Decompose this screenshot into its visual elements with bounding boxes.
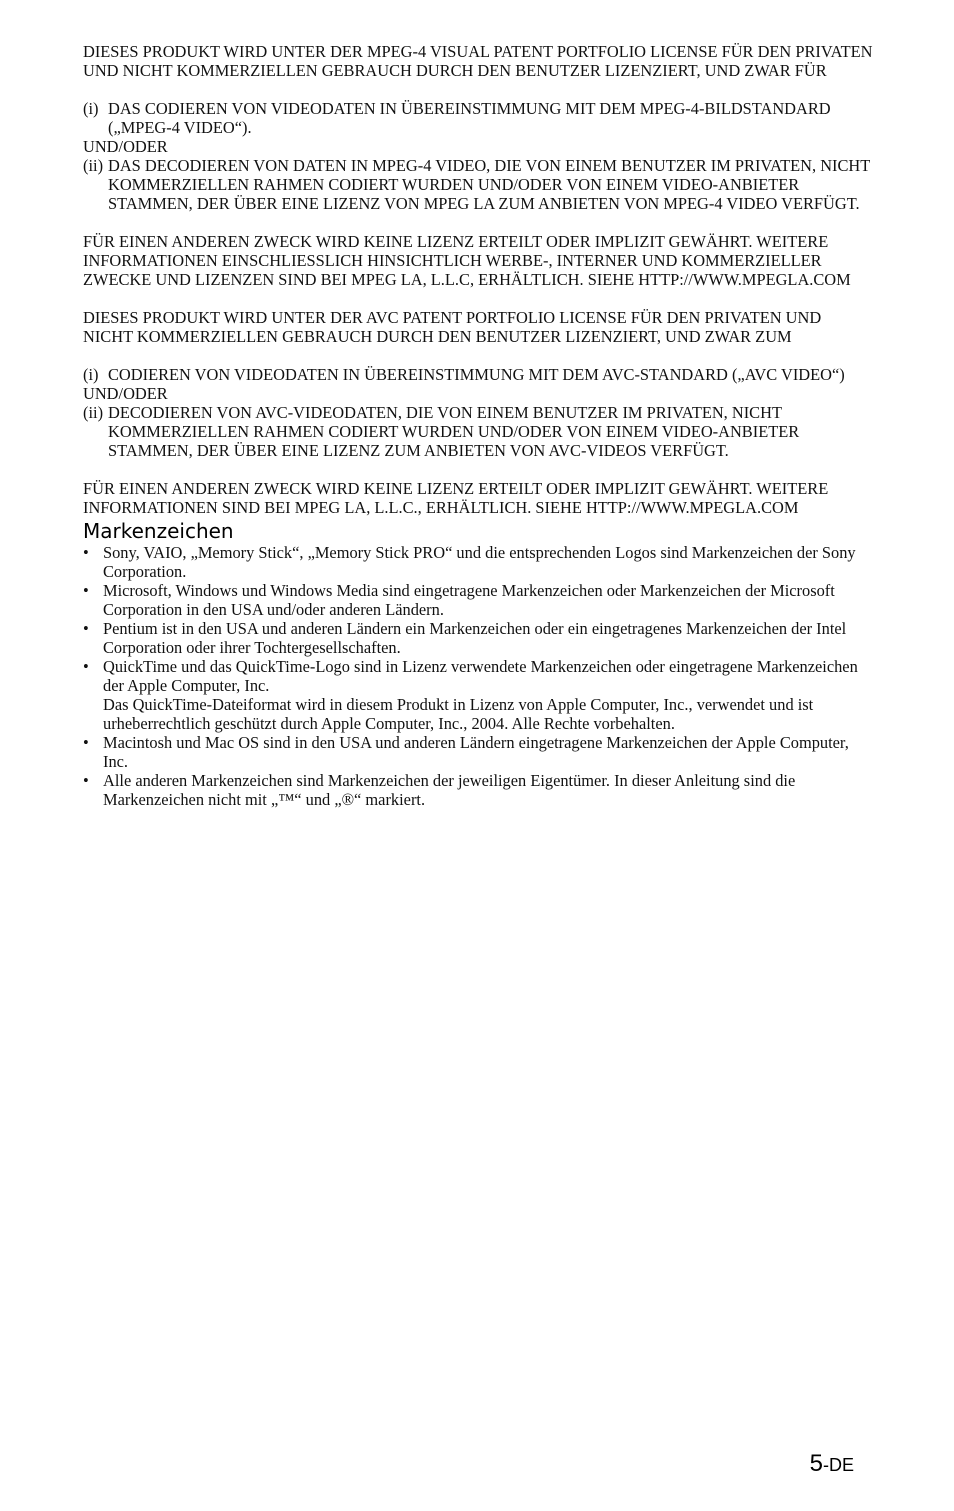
list-item xyxy=(83,581,873,619)
bullet-icon: • xyxy=(83,581,89,600)
mpeg4-item-2 xyxy=(83,156,873,213)
page-number xyxy=(810,1450,854,1478)
avc-item-2 xyxy=(83,403,873,460)
item-number: (ii) xyxy=(83,156,104,175)
item-number: (ii) xyxy=(83,403,104,422)
list-item-text: Sony, VAIO, „Memory Stick“, „Memory Stick PRO“ und die entsprechenden Logos sind Markenzeichen der Sony Corporation. xyxy=(103,543,856,581)
bullet-icon: • xyxy=(83,771,89,790)
mpeg4-item-1 xyxy=(83,99,873,137)
page-number-suffix: -DE xyxy=(823,1455,854,1475)
mpeg4-license-note: FÜR EINEN ANDEREN ZWECK WIRD KEINE LIZENZ ERTEILT ODER IMPLIZIT GEWÄHRT. WEITERE INFORMATIONEN EINSCHLIESSLICH HINSICHTLICH WERBE-, INTERNER UND KOMMERZIELLER ZWECKE UND LIZENZEN SIND BEI MPEG LA, L.L.C, ERHÄLTLICH. SIEHE HTTP://WWW.MPEGLA.COM xyxy=(83,232,851,289)
list-item xyxy=(83,657,873,733)
and-or-label: UND/ODER xyxy=(83,384,168,403)
list-item xyxy=(83,733,873,771)
document-page xyxy=(83,42,873,809)
page-number-value: 5 xyxy=(809,1450,823,1477)
and-or-label: UND/ODER xyxy=(83,137,168,156)
list-item-text: Macintosh und Mac OS sind in den USA und anderen Ländern eingetragene Markenzeichen der Apple Computer, Inc. xyxy=(103,733,849,771)
list-item xyxy=(83,619,873,657)
list-item-content xyxy=(103,657,873,733)
list-item xyxy=(83,771,873,809)
bullet-icon: • xyxy=(83,657,89,676)
quicktime-note: Das QuickTime-Dateiformat wird in diesem Produkt in Lizenz von Apple Computer, Inc., verwendet und ist urheberrechtlich geschützt durch Apple Computer, Inc., 2004. Alle Rechte vorbehalten. xyxy=(103,695,814,733)
item-text: DAS DECODIEREN VON DATEN IN MPEG-4 VIDEO, DIE VON EINEM BENUTZER IM PRIVATEN, NICHT KOMMERZIELLEN RAHMEN CODIERT WURDEN UND/ODER VON EINEM VIDEO-ANBIETER STAMMEN, DER ÜBER EINE LIZENZ VON MPEG LA ZUM ANBIETEN VON MPEG-4 VIDEO VERFÜGT. xyxy=(108,156,870,213)
bullet-icon: • xyxy=(83,543,89,562)
list-item xyxy=(83,543,873,581)
list-item-text: Alle anderen Markenzeichen sind Markenzeichen der jeweiligen Eigentümer. In dieser Anleitung sind die Markenzeichen nicht mit „™“ und „®“ markiert. xyxy=(103,771,796,809)
avc-item-1 xyxy=(83,365,873,384)
item-text: DECODIEREN VON AVC-VIDEODATEN, DIE VON EINEM BENUTZER IM PRIVATEN, NICHT KOMMERZIELLEN RAHMEN CODIERT WURDEN UND/ODER VON EINEM VIDEO-ANBIETER STAMMEN, DER ÜBER EINE LIZENZ ZUM ANBIETEN VON AVC-VIDEOS VERFÜGT. xyxy=(108,403,800,460)
item-text: CODIEREN VON VIDEODATEN IN ÜBEREINSTIMMUNG MIT DEM AVC-STANDARD („AVC VIDEO“) xyxy=(108,365,845,384)
bullet-icon: • xyxy=(83,733,89,752)
mpeg4-license-intro: DIESES PRODUKT WIRD UNTER DER MPEG-4 VISUAL PATENT PORTFOLIO LICENSE FÜR DEN PRIVATEN UND NICHT KOMMERZIELLEN GEBRAUCH DURCH DEN BENUTZER LIZENZIERT, UND ZWAR FÜR xyxy=(83,42,873,80)
list-item-text: Pentium ist in den USA und anderen Ländern ein Markenzeichen oder ein eingetragenes Markenzeichen der Intel Corporation oder ihrer Tochtergesellschaften. xyxy=(103,619,847,657)
item-number: (i) xyxy=(83,99,99,118)
list-item-text: QuickTime und das QuickTime-Logo sind in Lizenz verwendete Markenzeichen oder eingetragene Markenzeichen der Apple Computer, Inc. xyxy=(103,657,858,695)
avc-license-intro: DIESES PRODUKT WIRD UNTER DER AVC PATENT PORTFOLIO LICENSE FÜR DEN PRIVATEN UND NICHT KOMMERZIELLEN GEBRAUCH DURCH DEN BENUTZER LIZENZIERT, UND ZWAR ZUM xyxy=(83,308,822,346)
trademark-list xyxy=(83,543,873,809)
bullet-icon: • xyxy=(83,619,89,638)
item-text: DAS CODIEREN VON VIDEODATEN IN ÜBEREINSTIMMUNG MIT DEM MPEG-4-BILDSTANDARD („MPEG-4 VIDEO“). xyxy=(108,99,831,137)
avc-license-note: FÜR EINEN ANDEREN ZWECK WIRD KEINE LIZENZ ERTEILT ODER IMPLIZIT GEWÄHRT. WEITERE INFORMATIONEN SIND BEI MPEG LA, L.L.C., ERHÄLTLICH. SIEHE HTTP://WWW.MPEGLA.COM xyxy=(83,479,829,517)
list-item-text: Microsoft, Windows und Windows Media sind eingetragene Markenzeichen oder Markenzeichen der Microsoft Corporation in den USA und/oder anderen Ländern. xyxy=(103,581,835,619)
section-heading: Markenzeichen xyxy=(83,519,234,543)
item-number: (i) xyxy=(83,365,99,384)
